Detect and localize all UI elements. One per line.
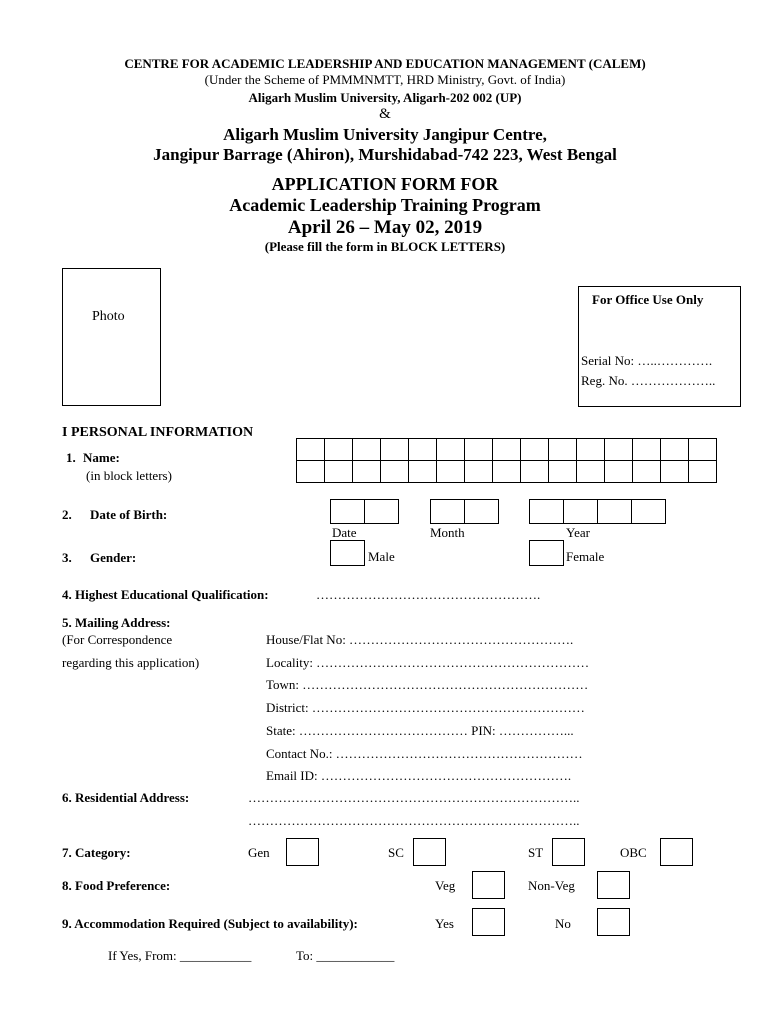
contact-field[interactable]: Contact No.: ………………………………………………… [266, 746, 583, 761]
scheme-note: (Under the Scheme of PMMMNMTT, HRD Ministry, Govt. of India) [204, 72, 566, 87]
category-sc-label: SC [388, 845, 404, 860]
dob-year-caption: Year [566, 525, 590, 540]
ampersand: & [379, 106, 391, 122]
accommodation-no-checkbox[interactable] [597, 908, 630, 936]
food-nonveg-label: Non-Veg [528, 878, 575, 893]
office-use-heading: For Office Use Only [592, 292, 704, 307]
dob-day-box-1[interactable] [330, 499, 365, 524]
food-veg-checkbox[interactable] [472, 871, 505, 899]
category-gen-label: Gen [248, 845, 270, 860]
name-input-grid[interactable] [296, 438, 717, 483]
serial-no: Serial No: …..…………. [581, 353, 713, 368]
dob-year-box-2[interactable] [563, 499, 598, 524]
accommodation-to-field[interactable]: To: ____________ [296, 948, 395, 963]
food-veg-label: Veg [435, 878, 456, 893]
accommodation-no-label: No [555, 916, 571, 931]
accommodation-from-field[interactable]: If Yes, From: ___________ [108, 948, 252, 963]
form-title: APPLICATION FORM FOR [271, 174, 499, 194]
centre-name: Aligarh Muslim University Jangipur Centre, [223, 125, 547, 144]
state-pin-field[interactable]: State: ………………………………… PIN: ……………... [266, 723, 574, 738]
category-st-checkbox[interactable] [552, 838, 585, 866]
photo-box[interactable] [62, 268, 161, 406]
mailing-note-1: (For Correspondence [62, 632, 173, 647]
category-obc-checkbox[interactable] [660, 838, 693, 866]
institution-name: CENTRE FOR ACADEMIC LEADERSHIP AND EDUCATION MANAGEMENT (CALEM) [124, 56, 646, 71]
dob-year-box-1[interactable] [529, 499, 564, 524]
gender-number: 3. [62, 550, 72, 565]
district-field[interactable]: District: ……………………………………………………… [266, 700, 585, 715]
reg-no: Reg. No. ……………….. [581, 373, 716, 388]
accommodation-yes-checkbox[interactable] [472, 908, 505, 936]
dob-date-caption: Date [332, 525, 357, 540]
category-sc-checkbox[interactable] [413, 838, 446, 866]
program-dates: April 26 – May 02, 2019 [287, 217, 483, 238]
category-st-label: ST [528, 845, 544, 860]
category-obc-label: OBC [620, 845, 647, 860]
mailing-note-2: regarding this application) [62, 655, 200, 670]
name-hint: (in block letters) [86, 468, 172, 483]
dob-month-caption: Month [430, 525, 465, 540]
photo-label: Photo [92, 309, 125, 324]
residential-line-1[interactable]: ………………………………………………………………….. [248, 790, 580, 805]
town-field[interactable]: Town: ………………………………………………………… [266, 677, 589, 692]
food-preference-label: 8. Food Preference: [62, 878, 171, 893]
food-nonveg-checkbox[interactable] [597, 871, 630, 899]
section-personal-info: I PERSONAL INFORMATION [62, 425, 254, 440]
female-label: Female [566, 549, 605, 564]
centre-address: Jangipur Barrage (Ahiron), Murshidabad-742 223, West Bengal [153, 145, 617, 164]
qualification-field[interactable]: ……………………………………………. [316, 587, 541, 602]
male-label: Male [368, 549, 395, 564]
university-address: Aligarh Muslim University, Aligarh-202 002 (UP) [248, 90, 522, 105]
house-field[interactable]: House/Flat No: ……………………………………………. [266, 632, 574, 647]
locality-field[interactable]: Locality: ……………………………………………………… [266, 655, 590, 670]
dob-number: 2. [62, 507, 72, 522]
office-use-box [578, 286, 741, 407]
name-label: Name: [83, 450, 120, 465]
gender-label: Gender: [90, 550, 137, 565]
mailing-address-label: 5. Mailing Address: [62, 615, 171, 630]
dob-label: Date of Birth: [90, 507, 168, 522]
name-number: 1. [66, 450, 76, 465]
dob-month-box-1[interactable] [430, 499, 465, 524]
female-checkbox[interactable] [529, 540, 564, 566]
dob-year-box-3[interactable] [597, 499, 632, 524]
male-checkbox[interactable] [330, 540, 365, 566]
dob-day-box-2[interactable] [364, 499, 399, 524]
category-label: 7. Category: [62, 845, 131, 860]
fill-instruction: (Please fill the form in BLOCK LETTERS) [264, 239, 506, 254]
dob-month-box-2[interactable] [464, 499, 499, 524]
residential-line-2[interactable]: ………………………………………………………………….. [248, 813, 580, 828]
accommodation-label: 9. Accommodation Required (Subject to availability): [62, 916, 358, 931]
category-gen-checkbox[interactable] [286, 838, 319, 866]
email-field[interactable]: Email ID: …………………………………………………. [266, 768, 572, 783]
qualification-label: 4. Highest Educational Qualification: [62, 587, 269, 602]
residential-address-label: 6. Residential Address: [62, 790, 190, 805]
accommodation-yes-label: Yes [435, 916, 454, 931]
dob-year-box-4[interactable] [631, 499, 666, 524]
program-title: Academic Leadership Training Program [229, 195, 541, 215]
